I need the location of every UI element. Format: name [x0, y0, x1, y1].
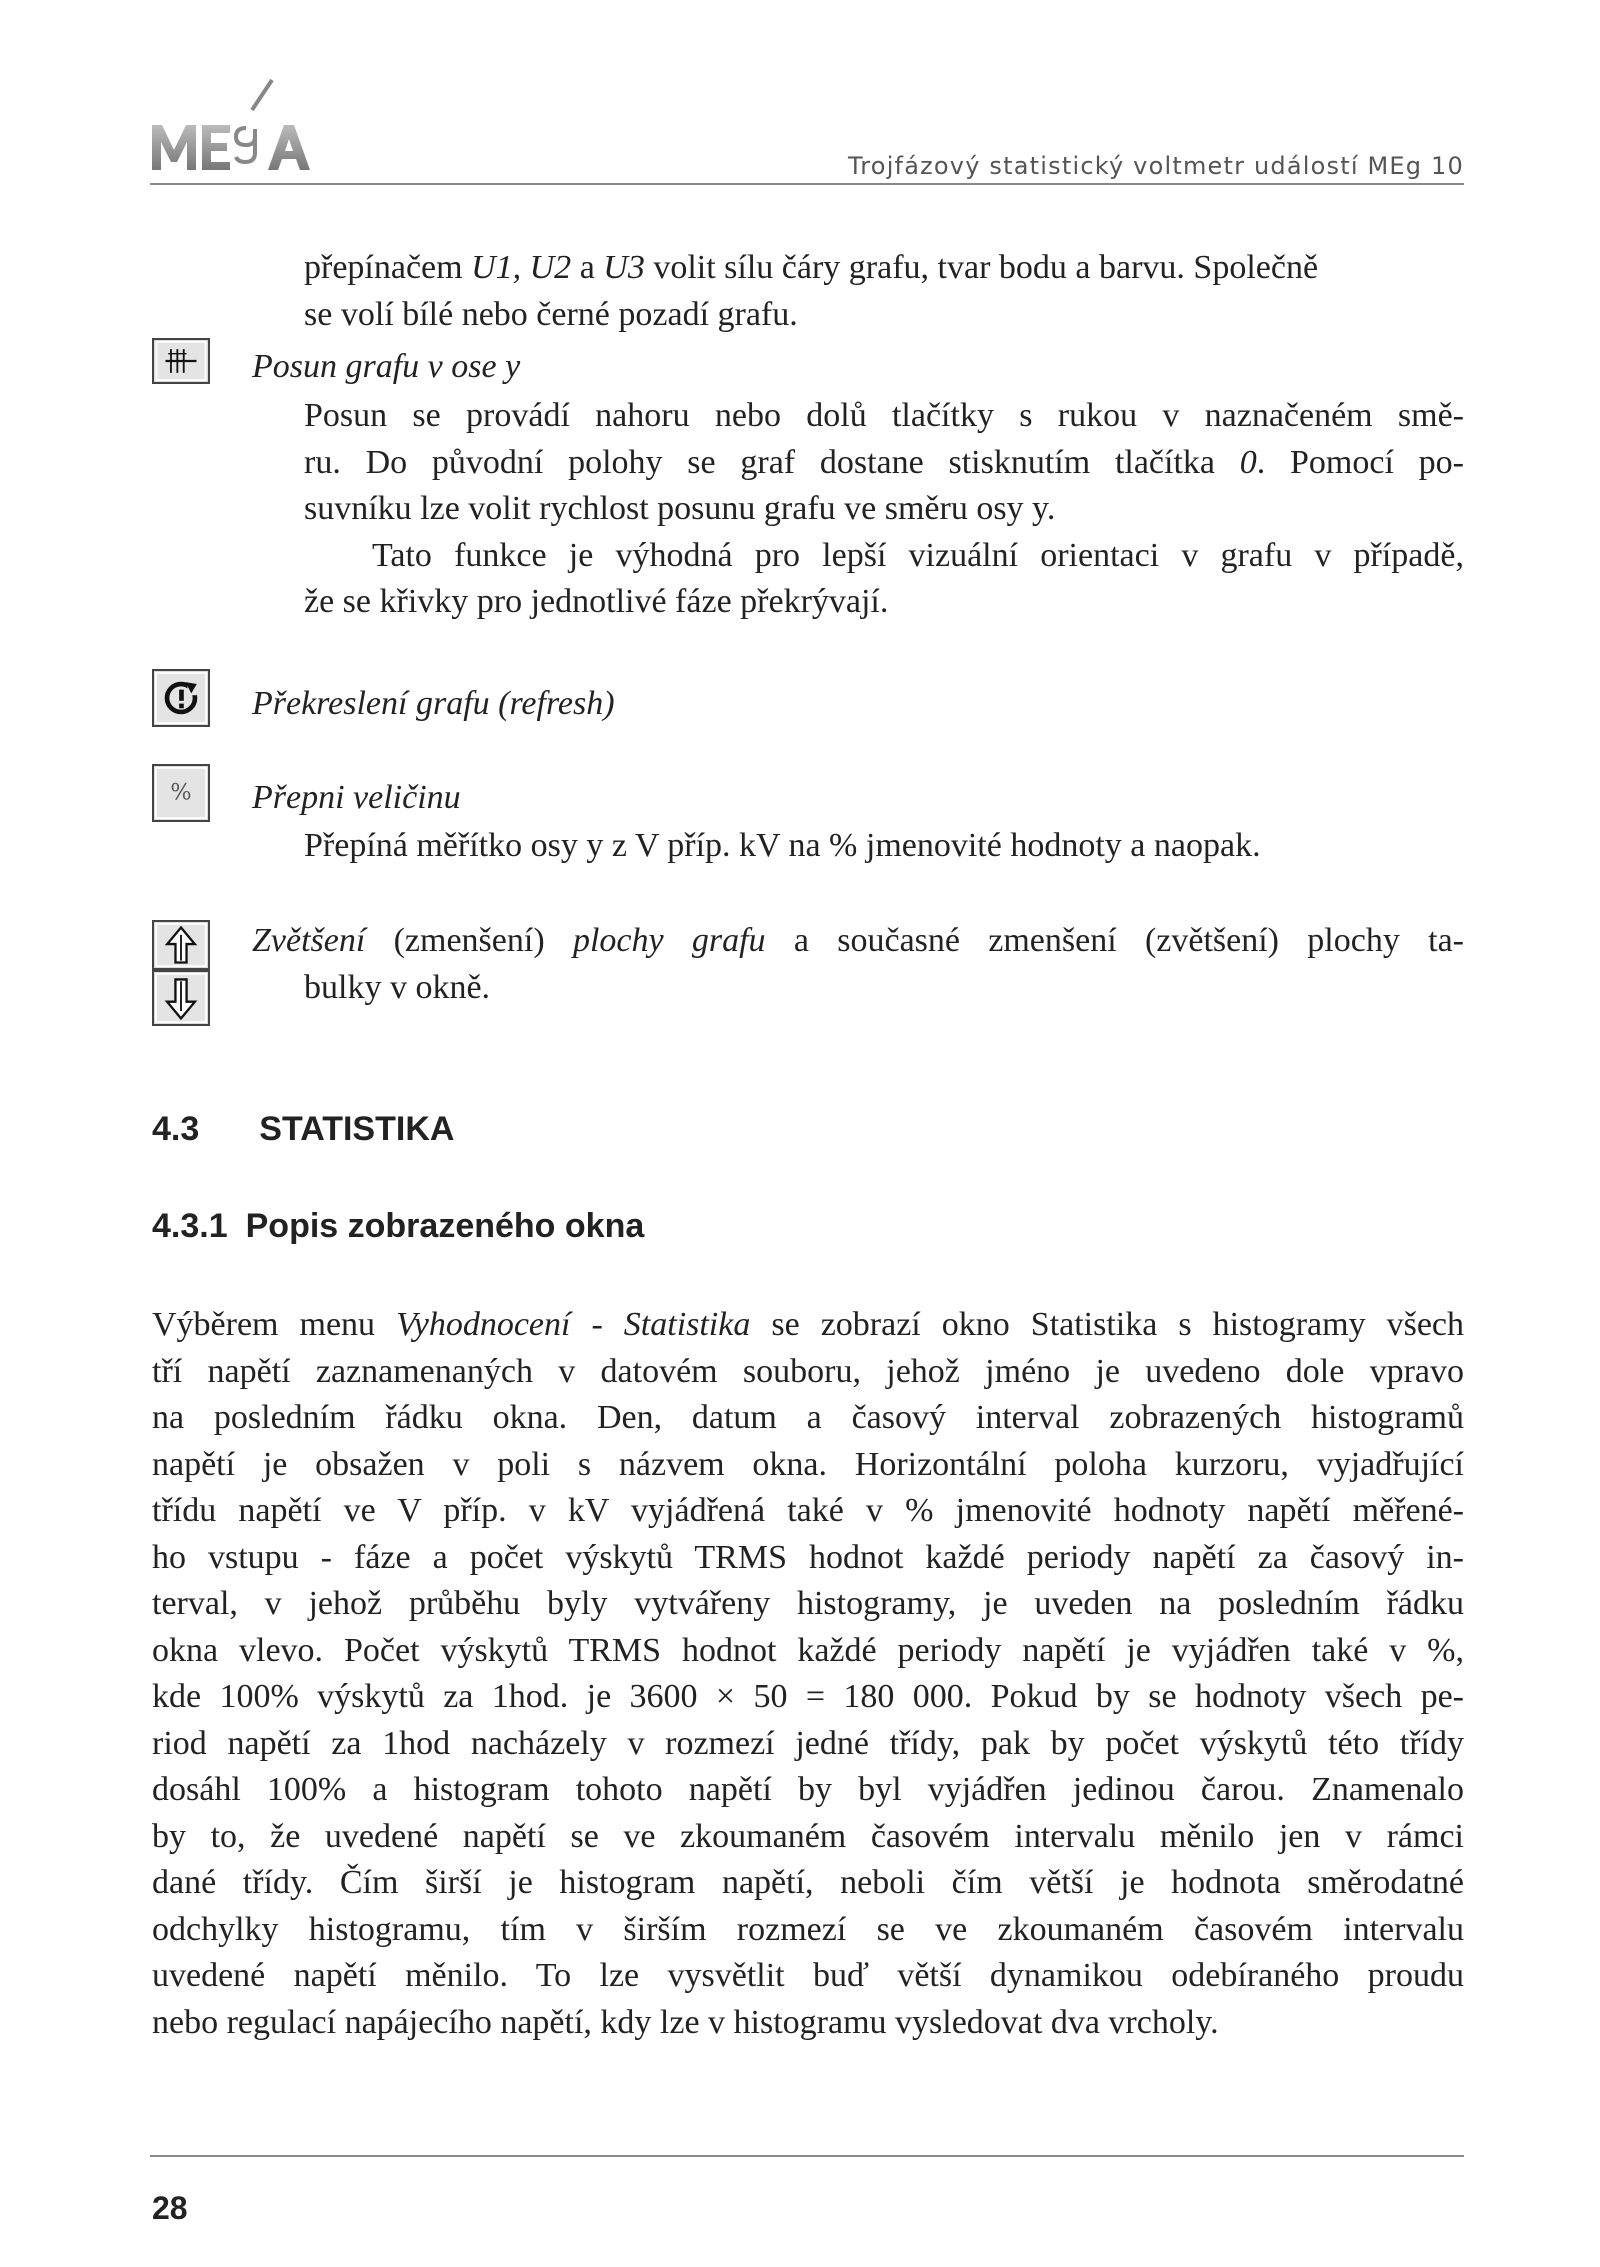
refresh-icon[interactable]	[152, 669, 210, 727]
intro-text: přepínačem	[304, 249, 472, 286]
section-number: 4.3	[152, 1110, 200, 1148]
body-text: Výběrem menu	[152, 1306, 397, 1343]
shift-line: suvníku lze volit rychlost posunu grafu ve směru osy y.	[304, 490, 1056, 527]
shift-text: ru. Do původní polohy se graf dostane stisknutím tlačítka	[304, 443, 1240, 481]
shift-line: Tato funkce je výhodná pro lepší vizuální orientaci v grafu v případě,	[372, 536, 1464, 574]
body-line: by to, že uvedené napětí se ve zkoumaném časovém intervalu měnilo jen v rámci	[152, 1817, 1464, 1855]
body-line: napětí je obsažen v poli s názvem okna. Horizontální poloha kurzoru, vyjadřující	[152, 1445, 1464, 1483]
header-divider	[150, 183, 1464, 185]
shift-line: že se křivky pro jednotlivé fáze překrývají.	[304, 583, 889, 620]
zoom-text: (zmenšení)	[365, 922, 573, 959]
shift-line	[304, 440, 1464, 487]
intro-text: a	[571, 249, 604, 286]
footer-divider	[150, 2155, 1464, 2157]
body-line: dosáhl 100% a histogram tohoto napětí by byl vyjádřen jedinou čarou. Znamenalo	[152, 1771, 1464, 1808]
section-title: STATISTIKA	[259, 1110, 455, 1148]
body-line: třídu napětí ve V příp. v kV vyjádřená také v % jmenovité hodnoty napětí měřené-	[152, 1492, 1464, 1529]
body-text: se zobrazí okno Statistika s histogramy všech	[750, 1306, 1465, 1343]
section-heading	[152, 1110, 454, 1149]
switch-quantity-title	[252, 775, 461, 822]
zoom-text: a současné zmenšení (zvětšení) plochy ta-	[765, 922, 1464, 959]
body-line: riod napětí za 1hod nacházely v rozmezí jedné třídy, pak by počet výskytů této třídy	[152, 1724, 1464, 1762]
shift-graph-title	[252, 344, 520, 391]
zero-button-ref: 0	[1239, 443, 1257, 481]
switch-quantity-description	[304, 823, 1464, 870]
shift-text: . Pomocí po-	[1256, 443, 1464, 481]
body-line: nebo regulací napájecího napětí, kdy lze v histogramu vysledovat dva vrcholy.	[152, 2003, 1219, 2041]
zoom-text: Zvětšení	[252, 922, 366, 959]
arrow-down-icon[interactable]	[152, 970, 210, 1026]
body-line: odchylky histogramu, tím v širším rozmezí se ve zkoumaném časovém intervalu	[152, 1910, 1464, 1948]
zoom-text: plochy grafu	[572, 922, 766, 959]
intro-switch-u3: U3	[603, 249, 645, 286]
arrow-up-icon[interactable]	[152, 920, 210, 970]
page-number: 28	[152, 2190, 188, 2226]
zoom-line: bulky v okně.	[304, 968, 491, 1006]
header-title: Trojfázový statistický voltmetr událostí MEg 10	[847, 152, 1464, 180]
shift-graph-description	[304, 393, 1464, 626]
body-line: tří napětí zaznamenaných v datovém souboru, jehož jméno je uvedeno dole vpravo	[152, 1352, 1464, 1390]
body-paragraph	[152, 1302, 1464, 2046]
body-line: uvedené napětí měnilo. To lze vysvětlit buď větší dynamikou odebíraného proudu	[152, 1957, 1464, 1994]
zoom-description	[252, 918, 1464, 1011]
shift-line: Posun se provádí nahoru nebo dolů tlačítky s rukou v naznačeném smě-	[304, 397, 1464, 434]
subsection-title: Popis zobrazeného okna	[245, 1207, 645, 1245]
intro-switch-u1-u2: U1, U2	[471, 249, 572, 286]
intro-line: se volí bílé nebo černé pozadí grafu.	[304, 295, 798, 333]
body-line: terval, v jehož průběhu byly vytvářeny histogramy, je uveden na posledním řádku	[152, 1585, 1464, 1622]
body-line: ho vstupu - fáze a počet výskytů TRMS hodnot každé periody napětí za časový in-	[152, 1538, 1464, 1576]
mega-logo	[150, 70, 320, 180]
percent-switch-label: %	[170, 779, 192, 806]
body-line	[152, 1302, 1464, 1349]
zoom-line	[252, 918, 1464, 965]
switch-line: Přepíná měřítko osy y z V příp. kV na % jmenovité hodnoty a naopak.	[304, 827, 1261, 864]
body-line: kde 100% výskytů za 1hod. je 3600 × 50 = 180 000. Pokud by se hodnoty všech pe-	[152, 1678, 1464, 1715]
subsection-number: 4.3.1	[152, 1207, 228, 1245]
switch-quantity-title-text: Přepni veličinu	[252, 779, 461, 816]
shift-graph-title-text: Posun grafu v ose y	[252, 348, 521, 385]
intro-paragraph	[304, 245, 1464, 338]
refresh-title	[252, 681, 615, 728]
shift-graph-y-icon[interactable]	[152, 338, 210, 384]
body-line: dané třídy. Čím širší je histogram napětí, neboli čím větší je hodnota směrodatné	[152, 1864, 1464, 1901]
refresh-title-text: Překreslení grafu (refresh)	[252, 685, 615, 722]
intro-text: volit sílu čáry grafu, tvar bodu a barvu. Společně	[644, 249, 1319, 286]
body-line: na posledním řádku okna. Den, datum a časový interval zobrazených histogramů	[152, 1399, 1464, 1436]
body-line: okna vlevo. Počet výskytů TRMS hodnot každé periody napětí je vyjádřen také v %,	[152, 1631, 1464, 1669]
subsection-heading	[152, 1207, 644, 1246]
percent-switch-icon[interactable]	[152, 764, 210, 822]
mega-logo-graphic	[150, 70, 320, 180]
menu-path: Vyhodnocení - Statistika	[396, 1306, 751, 1343]
